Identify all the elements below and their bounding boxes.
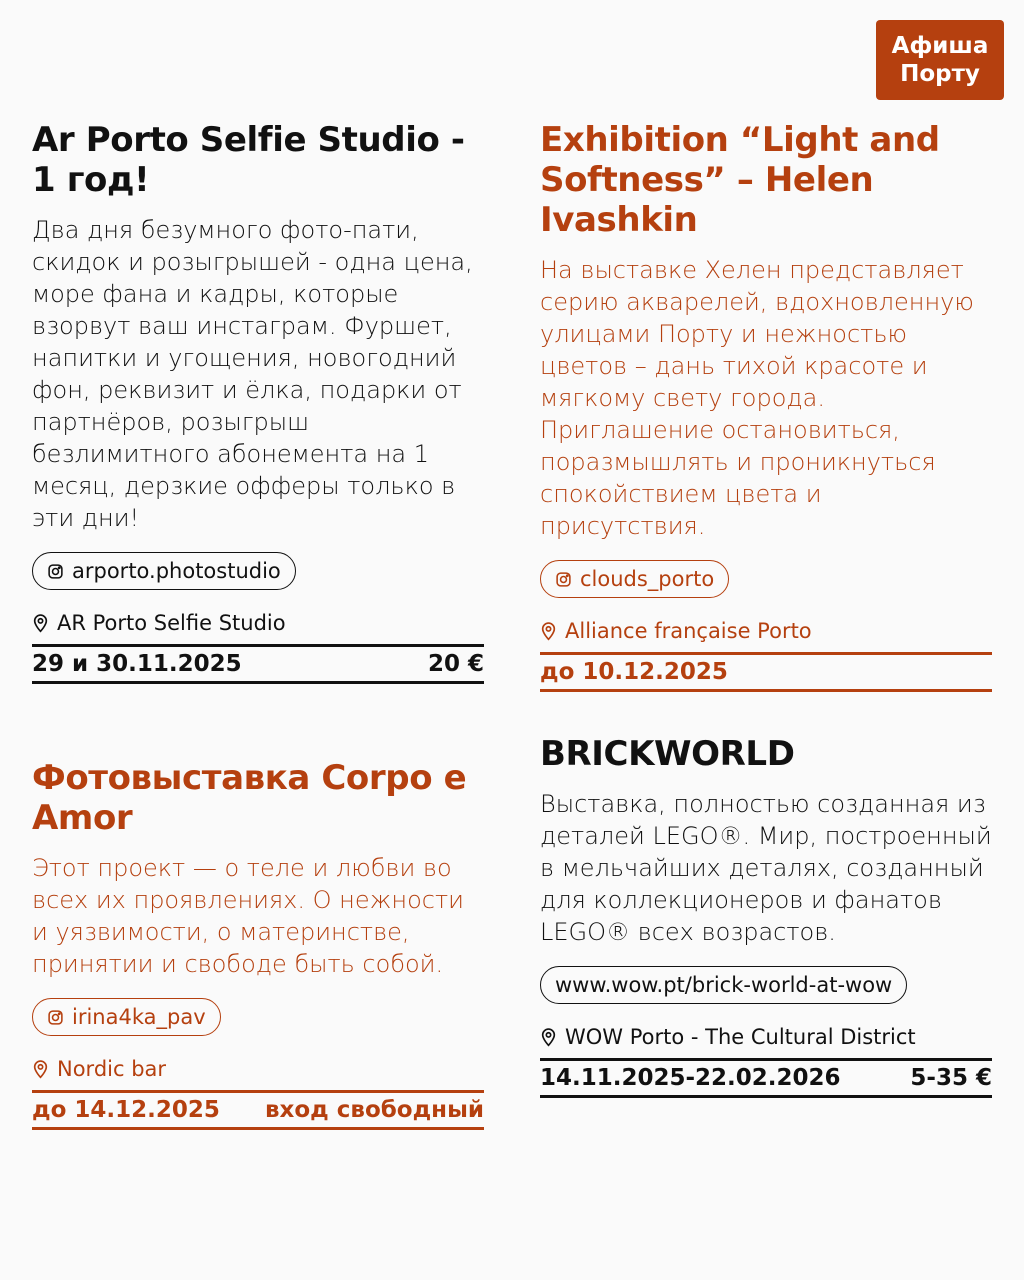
- map-pin-icon: [32, 1059, 49, 1079]
- link-text: clouds_porto: [580, 567, 715, 591]
- map-pin-icon: [540, 1027, 557, 1047]
- instagram-icon: [555, 571, 572, 588]
- event-description: Этот проект — о теле и любви во всех их проявлениях. О нежности и уязвимости, о материнстве, принятии и свободе быть собой.: [32, 854, 464, 978]
- event-meta: [32, 644, 484, 684]
- link-text: irina4ka_pav: [72, 1005, 206, 1029]
- location-text: Alliance française Porto: [565, 619, 812, 643]
- event-price: 5-35 €: [910, 1065, 992, 1091]
- event-meta: [540, 1058, 992, 1098]
- event-location: [32, 610, 484, 636]
- event-date: до 10.12.2025: [540, 659, 728, 685]
- instagram-link[interactable]: [32, 552, 296, 590]
- event-meta: [32, 1090, 484, 1130]
- location-text: Nordic bar: [57, 1057, 167, 1081]
- map-pin-icon: [32, 613, 49, 633]
- instagram-icon: [47, 1009, 64, 1026]
- event-card-light-and-softness: [540, 120, 992, 692]
- event-card-corpo-e-amor: [32, 758, 484, 1130]
- event-card-arporto: [32, 120, 484, 684]
- event-title: Ar Porto Selfie Studio - 1 год!: [32, 120, 465, 200]
- event-date: 29 и 30.11.2025: [32, 651, 242, 677]
- event-description: На выставке Хелен представляет серию акварелей, вдохновленную улицами Порту и нежностью цветов – дань тихой красоте и мягкому свету города. Приглашение остановиться, поразмышлять и проникнуться спокойствием цвета и присутствия.: [540, 256, 974, 540]
- event-title: Фотовыставка Corpo e Amor: [32, 758, 467, 838]
- event-location: [32, 1056, 484, 1082]
- event-title: Exhibition “Light and Softness” – Helen Ivashkin: [540, 120, 940, 240]
- website-link[interactable]: [540, 966, 907, 1004]
- instagram-link[interactable]: [32, 998, 221, 1036]
- map-pin-icon: [540, 621, 557, 641]
- link-text: www.wow.pt/brick-world-at-wow: [555, 973, 893, 997]
- event-price: вход свободный: [264, 1097, 484, 1123]
- link-text: arporto.photostudio: [72, 559, 281, 583]
- event-meta: [540, 652, 992, 692]
- afisha-porto-logo: [876, 20, 1004, 100]
- event-date: 14.11.2025-22.02.2026: [540, 1065, 841, 1091]
- location-text: AR Porto Selfie Studio: [57, 611, 286, 635]
- logo-line-1: Афиша: [891, 33, 989, 59]
- event-date: до 14.12.2025: [32, 1097, 220, 1123]
- event-location: [540, 1024, 992, 1050]
- event-title: BRICKWORLD: [540, 734, 795, 774]
- instagram-link[interactable]: [540, 560, 729, 598]
- event-description: Два дня безумного фото-пати, скидок и розыгрышей - одна цена, море фана и кадры, которые взорвут ваш инстаграм. Фуршет, напитки и угощения, новогодний фон, реквизит и ёлка, подарки от партнёров, розыгрыш безлимитного абонемента на 1 месяц, дерзкие офферы только в эти дни!: [32, 216, 473, 532]
- event-description: Выставка, полностью созданная из деталей LEGO®. Мир, построенный в мельчайших деталях, созданный для коллекционеров и фанатов LEGO® всех возрастов.: [540, 790, 992, 946]
- event-card-brickworld: [540, 734, 992, 1098]
- event-price: 20 €: [427, 651, 484, 677]
- event-location: [540, 618, 992, 644]
- logo-line-2: Порту: [900, 61, 980, 87]
- instagram-icon: [47, 563, 64, 580]
- location-text: WOW Porto - The Cultural District: [565, 1025, 916, 1049]
